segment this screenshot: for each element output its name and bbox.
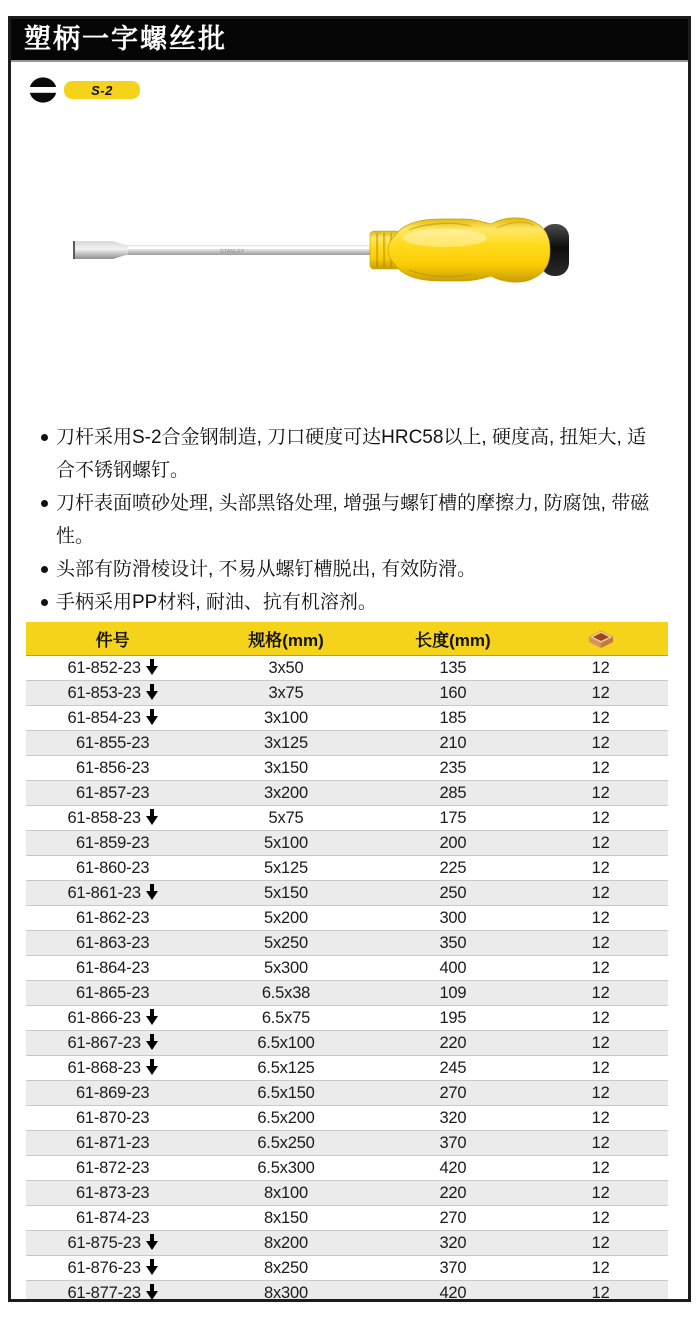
- length-cell: 270: [373, 1206, 534, 1231]
- feature-item: 手柄采用PP材料, 耐油、抗有机溶剂。: [41, 586, 664, 619]
- length-cell: 195: [373, 1006, 534, 1031]
- table-row: [26, 981, 668, 1006]
- spec-cell: 6.5x300: [199, 1156, 372, 1181]
- spec-cell: 8x300: [199, 1281, 372, 1303]
- table-row: [26, 706, 668, 731]
- page-title-bar: [11, 19, 688, 62]
- qty-cell: 12: [533, 906, 668, 931]
- part-number: 61-871-23: [75, 1133, 150, 1152]
- table-row: [26, 1056, 668, 1081]
- spec-cell: 5x200: [199, 906, 372, 931]
- col-length-header: 长度(mm): [373, 622, 534, 656]
- length-cell: 235: [373, 756, 534, 781]
- feature-item: 刀杆表面喷砂处理, 头部黑铬处理, 增强与螺钉槽的摩擦力, 防腐蚀, 带磁性。: [41, 487, 664, 553]
- feature-item: 刀杆采用S-2合金钢制造, 刀口硬度可达HRC58以上, 硬度高, 扭矩大, 适合不锈钢螺钉。: [41, 421, 664, 487]
- page-title: 塑柄一字螺丝批: [24, 24, 227, 54]
- spec-cell: 5x75: [199, 806, 372, 831]
- table-row: [26, 1156, 668, 1181]
- spec-cell: 6.5x100: [199, 1031, 372, 1056]
- qty-cell: 12: [533, 1206, 668, 1231]
- part-number-cell: [26, 656, 199, 681]
- length-cell: 220: [373, 1031, 534, 1056]
- table-row: [26, 806, 668, 831]
- col-part-header: 件号: [26, 622, 199, 656]
- spec-cell: 6.5x125: [199, 1056, 372, 1081]
- part-number-cell: [26, 1256, 199, 1281]
- part-number-cell: [26, 681, 199, 706]
- table-row: [26, 881, 668, 906]
- spec-cell: 6.5x200: [199, 1106, 372, 1131]
- part-number-cell: [26, 1281, 199, 1303]
- part-number-cell: [26, 956, 199, 981]
- spec-cell: 6.5x150: [199, 1081, 372, 1106]
- spec-cell: 5x100: [199, 831, 372, 856]
- feature-item: 头部有防滑棱设计, 不易从螺钉槽脱出, 有效防滑。: [41, 553, 664, 586]
- part-number: 61-859-23: [75, 833, 150, 852]
- length-cell: 320: [373, 1231, 534, 1256]
- down-arrow-icon: [146, 659, 158, 676]
- table-row: [26, 906, 668, 931]
- down-arrow-icon: [146, 1259, 158, 1276]
- col-qty-header: [533, 622, 668, 656]
- part-number: 61-860-23: [75, 858, 150, 877]
- spec-cell: 6.5x250: [199, 1131, 372, 1156]
- part-number-cell: [26, 1056, 199, 1081]
- down-arrow-icon: [146, 1034, 158, 1051]
- part-number-cell: [26, 706, 199, 731]
- qty-cell: 12: [533, 1256, 668, 1281]
- part-number-cell: [26, 1231, 199, 1256]
- spec-cell: 3x125: [199, 731, 372, 756]
- spec-cell: 8x150: [199, 1206, 372, 1231]
- part-number: 61-863-23: [75, 933, 150, 952]
- table-row: [26, 681, 668, 706]
- qty-cell: 12: [533, 1006, 668, 1031]
- length-cell: 135: [373, 656, 534, 681]
- spec-cell: 5x150: [199, 881, 372, 906]
- table-row: [26, 656, 668, 681]
- qty-cell: 12: [533, 806, 668, 831]
- length-cell: 420: [373, 1281, 534, 1303]
- part-number-cell: [26, 1206, 199, 1231]
- table-row: [26, 1256, 668, 1281]
- table-row: [26, 931, 668, 956]
- length-cell: 400: [373, 956, 534, 981]
- table-row: [26, 1231, 668, 1256]
- table-header-row: [26, 622, 668, 656]
- carton-icon: [588, 629, 614, 649]
- table-row: [26, 1006, 668, 1031]
- table-row: [26, 1206, 668, 1231]
- part-number-cell: [26, 1106, 199, 1131]
- part-number-cell: [26, 756, 199, 781]
- down-arrow-icon: [146, 884, 158, 901]
- table-row: [26, 756, 668, 781]
- part-number: 61-865-23: [75, 983, 150, 1002]
- part-number-cell: [26, 731, 199, 756]
- down-arrow-icon: [146, 809, 158, 826]
- qty-cell: 12: [533, 931, 668, 956]
- table-row: [26, 956, 668, 981]
- part-number: 61-870-23: [75, 1108, 150, 1127]
- length-cell: 185: [373, 706, 534, 731]
- qty-cell: 12: [533, 1131, 668, 1156]
- length-cell: 160: [373, 681, 534, 706]
- qty-cell: 12: [533, 756, 668, 781]
- product-photo: [73, 208, 570, 300]
- spec-cell: 3x200: [199, 781, 372, 806]
- spec-table: [26, 622, 668, 1302]
- part-number-cell: [26, 806, 199, 831]
- length-cell: 200: [373, 831, 534, 856]
- length-cell: 210: [373, 731, 534, 756]
- table-row: [26, 1081, 668, 1106]
- spec-cell: 6.5x38: [199, 981, 372, 1006]
- feature-list: [11, 421, 688, 619]
- part-number-cell: [26, 881, 199, 906]
- part-number: 61-868-23: [67, 1058, 141, 1077]
- steel-grade-badge: S-2: [64, 81, 140, 99]
- qty-cell: 12: [533, 1231, 668, 1256]
- part-number-cell: [26, 1156, 199, 1181]
- length-cell: 370: [373, 1131, 534, 1156]
- length-cell: 270: [373, 1081, 534, 1106]
- part-number: 61-854-23: [67, 708, 141, 727]
- qty-cell: 12: [533, 681, 668, 706]
- spec-cell: 5x125: [199, 856, 372, 881]
- spec-cell: 3x100: [199, 706, 372, 731]
- slotted-drive-icon: [29, 77, 57, 103]
- part-number-cell: [26, 781, 199, 806]
- drive-badge-row: [29, 76, 688, 104]
- qty-cell: 12: [533, 981, 668, 1006]
- length-cell: 109: [373, 981, 534, 1006]
- part-number: 61-877-23: [67, 1283, 141, 1302]
- part-number-cell: [26, 1081, 199, 1106]
- part-number: 61-861-23: [67, 883, 141, 902]
- length-cell: 245: [373, 1056, 534, 1081]
- qty-cell: 12: [533, 1281, 668, 1303]
- col-spec-header: 规格(mm): [199, 622, 372, 656]
- spec-cell: 6.5x75: [199, 1006, 372, 1031]
- qty-cell: 12: [533, 956, 668, 981]
- down-arrow-icon: [146, 684, 158, 701]
- length-cell: 420: [373, 1156, 534, 1181]
- part-number: 61-862-23: [75, 908, 150, 927]
- part-number: 61-869-23: [75, 1083, 150, 1102]
- part-number: 61-858-23: [67, 808, 141, 827]
- part-number: 61-872-23: [75, 1158, 150, 1177]
- length-cell: 220: [373, 1181, 534, 1206]
- length-cell: 175: [373, 806, 534, 831]
- part-number-cell: [26, 1006, 199, 1031]
- table-row: [26, 1281, 668, 1303]
- part-number-cell: [26, 931, 199, 956]
- spec-cell: 3x150: [199, 756, 372, 781]
- part-number: 61-864-23: [75, 958, 150, 977]
- down-arrow-icon: [146, 1009, 158, 1026]
- part-number-cell: [26, 1031, 199, 1056]
- length-cell: 250: [373, 881, 534, 906]
- part-number: 61-853-23: [67, 683, 141, 702]
- down-arrow-icon: [146, 1234, 158, 1251]
- part-number-cell: [26, 1131, 199, 1156]
- table-row: [26, 831, 668, 856]
- part-number: 61-855-23: [75, 733, 150, 752]
- part-number: 61-867-23: [67, 1033, 141, 1052]
- part-number-cell: [26, 906, 199, 931]
- spec-cell: 5x300: [199, 956, 372, 981]
- spec-cell: 3x50: [199, 656, 372, 681]
- qty-cell: 12: [533, 706, 668, 731]
- qty-cell: 12: [533, 1081, 668, 1106]
- qty-cell: 12: [533, 781, 668, 806]
- part-number: 61-875-23: [67, 1233, 141, 1252]
- qty-cell: 12: [533, 881, 668, 906]
- part-number-cell: [26, 1181, 199, 1206]
- length-cell: 225: [373, 856, 534, 881]
- table-row: [26, 1131, 668, 1156]
- length-cell: 350: [373, 931, 534, 956]
- table-row: [26, 856, 668, 881]
- qty-cell: 12: [533, 1156, 668, 1181]
- shaft-brand-text: STANLEY: [220, 249, 245, 255]
- part-number: 61-866-23: [67, 1008, 141, 1027]
- table-row: [26, 1181, 668, 1206]
- length-cell: 370: [373, 1256, 534, 1281]
- spec-cell: 5x250: [199, 931, 372, 956]
- table-row: [26, 781, 668, 806]
- qty-cell: 12: [533, 731, 668, 756]
- length-cell: 320: [373, 1106, 534, 1131]
- spec-cell: 8x100: [199, 1181, 372, 1206]
- qty-cell: 12: [533, 831, 668, 856]
- down-arrow-icon: [146, 709, 158, 726]
- part-number-cell: [26, 831, 199, 856]
- part-number: 61-874-23: [75, 1208, 150, 1227]
- spec-table-body: [26, 656, 668, 1303]
- spec-cell: 3x75: [199, 681, 372, 706]
- qty-cell: 12: [533, 1106, 668, 1131]
- qty-cell: 12: [533, 1181, 668, 1206]
- table-row: [26, 1031, 668, 1056]
- part-number: 61-852-23: [67, 658, 141, 677]
- qty-cell: 12: [533, 656, 668, 681]
- qty-cell: 12: [533, 856, 668, 881]
- part-number: 61-857-23: [75, 783, 150, 802]
- spec-cell: 8x200: [199, 1231, 372, 1256]
- spec-cell: 8x250: [199, 1256, 372, 1281]
- part-number: 61-873-23: [75, 1183, 150, 1202]
- qty-cell: 12: [533, 1056, 668, 1081]
- table-row: [26, 731, 668, 756]
- part-number-cell: [26, 981, 199, 1006]
- down-arrow-icon: [146, 1059, 158, 1076]
- part-number: 61-876-23: [67, 1258, 141, 1277]
- part-number: 61-856-23: [75, 758, 150, 777]
- length-cell: 285: [373, 781, 534, 806]
- catalog-page: [8, 16, 691, 1302]
- part-number-cell: [26, 856, 199, 881]
- qty-cell: 12: [533, 1031, 668, 1056]
- length-cell: 300: [373, 906, 534, 931]
- table-row: [26, 1106, 668, 1131]
- down-arrow-icon: [146, 1284, 158, 1301]
